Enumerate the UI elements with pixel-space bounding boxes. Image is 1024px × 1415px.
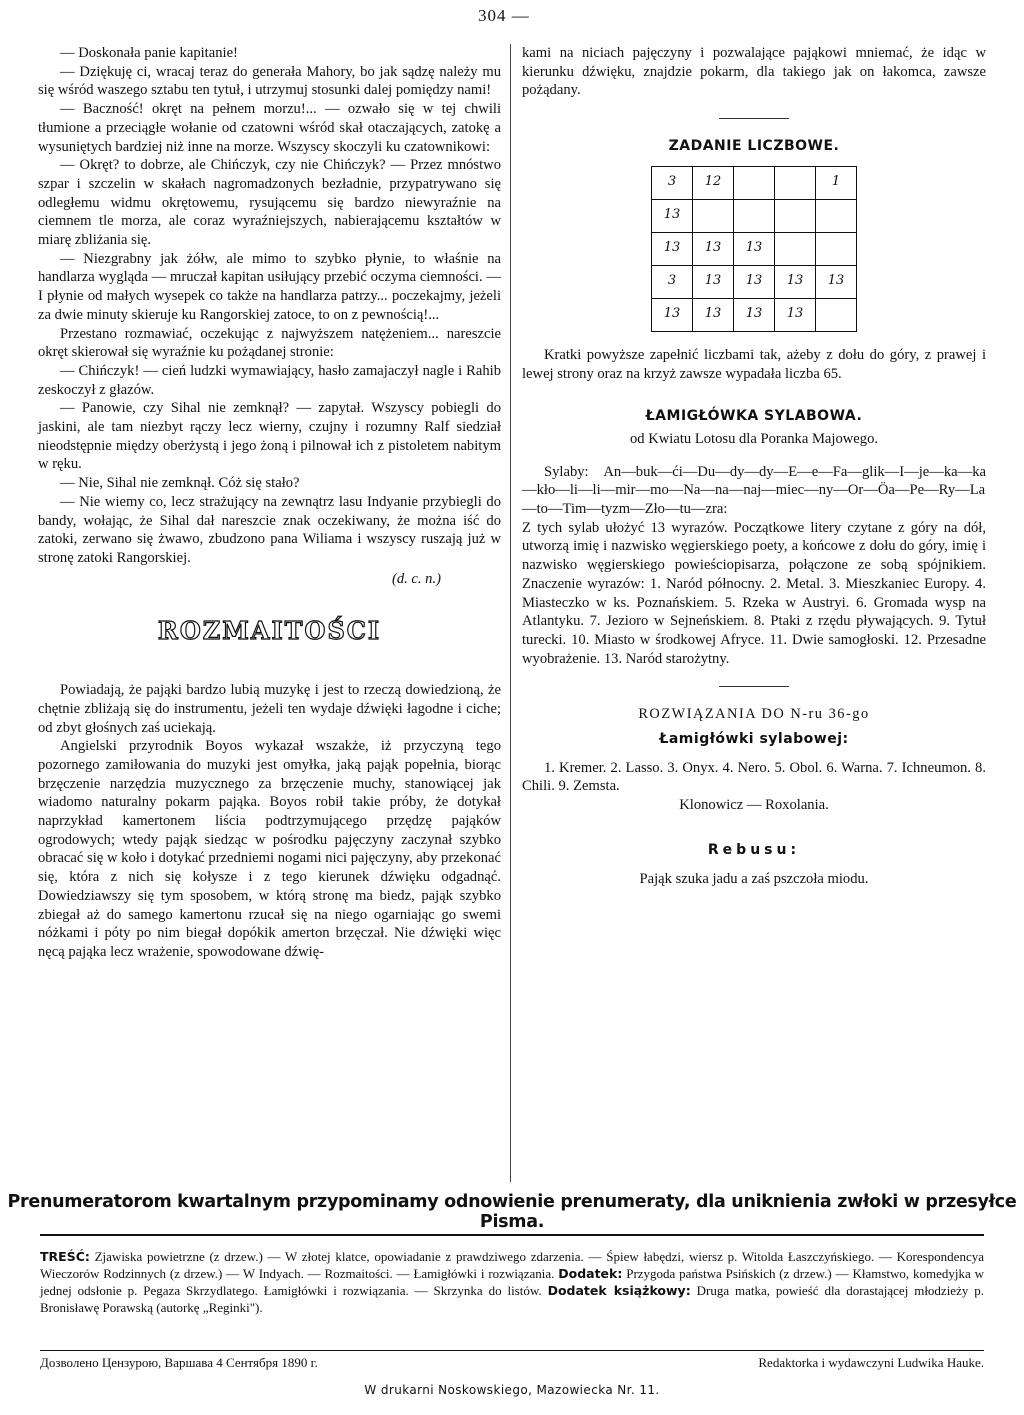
- paragraph: — Panowie, czy Sihal nie zemknął? — zapytał. Wszyscy pobiegli do jaskini, ale tam niezbyt rączy lecz wierny, czujny i rozumny Ralf siedział nieodstępnie między oberżystą i jego żoną i pilnował ich z pistoletem nabitym w ręku.: [38, 400, 501, 473]
- paragraph: Angielski przyrodnik Boyos wykazał wszakże, iż przyczyną tego pozornego zamiłowania do muzyki jest omyłka, jaką pająk popełnia, biorąc brzęczenie narzędzia muzycznego za brzęczenie muchy, stanowiącej jak wiadomo naturalny pokarm pająka. Boyos robił takie próby, że dotykał naprzykład kamertonem liścia podtrzymującego przędzę pająków ogrodowych; wtedy pająk siedząc w pośrodku pajęczyny zaczynał szybko obracać się w koło i dotykać przedniemi nogami nici pajęczyny, aby przekonać się, która z nich się kołysze i z tego kierunek dźwięku odgadnąć. Dowiedziawszy się tym sposobem, w którą stronę ma biedz, pająk szybko zbiegał aż do samego kamertonu rzucał się na niego ogarniając go swemi nóżkami i póty po nim biegał dopókik amerton brzęczał. Nie dźwięki więc nęcą pająka lecz wrażenie, spowodowane dźwię-: [38, 738, 501, 960]
- grid-cell: [734, 166, 775, 199]
- paragraph: Powiadają, że pająki bardzo lubią muzykę i jest to rzeczą dowiedzioną, że chętnie zbliżają się do instrumentu, jeżeli ten wydaje dźwięki łagodne i ciche; od zbyt głośnych zaś uciekają.: [38, 682, 501, 736]
- grid-cell: 13: [693, 265, 734, 298]
- solutions-subtitle: Łamigłówki sylabowej:: [659, 731, 849, 748]
- paragraph: kami na niciach pajęczyny i pozwalające pająkowi mniemać, że idąc w kierunku dźwięku, znajdzie pokarm, dla takiego jak on łakomca, zawsze pożądany.: [522, 45, 986, 99]
- paragraph: — Chińczyk! — cień ludzki wymawiający, hasło zamajaczył nagle i Rahib zeskoczył z głazów.: [38, 362, 501, 398]
- grid-cell: [775, 232, 816, 265]
- grid-cell: 13: [734, 232, 775, 265]
- subscription-banner: Prenumeratorom kwartalnym przypominamy odnowienie prenumeraty, dla uniknienia zwłoki w przesyłce Pisma.: [7, 1192, 1017, 1232]
- grid-cell: 13: [652, 232, 693, 265]
- puzzle-instructions: Kratki powyższe zapełnić liczbami tak, ażeby z dołu do góry, z prawej i lewej strony oraz na krzyż zawsze wypadała liczba 65.: [522, 346, 986, 382]
- grid-cell: [816, 298, 857, 331]
- contents-part: Zjawiska powietrzne (z drzew.) — W złotej klatce, opowiadanie z prawdziwego zdarzenia. — Śpiew łabędzi, wiersz p. Witolda Łaszczyńskiego. — Korespondencya Wieczorów Rodzinnych (z drzew.) — W Indyach. — Rozmaitości. — Łamigłówki i rozwiązania.: [40, 1249, 984, 1281]
- table-of-contents: [40, 1248, 984, 1316]
- paragraph: — Okręt? to dobrze, ale Chińczyk, czy nie Chińczyk? — Przez mnóstwo szpar i szczelin w skałach nagromadzonych bezładnie, przypatrywano się odległemu widmu okrętowemu, rysującemu się bardzo niewyraźnie na ciemnem tle morza, ale coraz wyraźniejszych, nabierającemu kształtów w miarę zbliżania się.: [38, 157, 501, 249]
- left-column: [38, 44, 501, 962]
- paragraph: — Doskonała panie kapitanie!: [60, 45, 238, 61]
- contents-part: Druga matka, powieść dla dorastającej młodzieży p. Bronisławę Porawską (autorkę „Reginki").: [40, 1283, 985, 1315]
- solutions-text: 1. Kremer. 2. Lasso. 3. Onyx. 4. Nero. 5. Obol. 6. Warna. 7. Ichneumon. 8. Chili. 9. Zemsta.: [522, 759, 986, 795]
- printer-note: W drukarni Noskowskiego, Mazowiecka Nr. 11.: [364, 1383, 660, 1397]
- paragraph: — Niezgrabny jak żółw, ale mimo to szybko płynie, to właśnie na handlarza wygląda — mruczał kapitan usiłujący przebić oczyma ciemności. — I płynie od małych wysepek co także na handlarza patrzy... poczekajmy, jeżeli za dwie minuty skieruje ku Rangorskiej zatoce, to on z pewnością!...: [38, 250, 501, 323]
- grid-cell: 13: [734, 265, 775, 298]
- grid-cell: [734, 199, 775, 232]
- grid-row: [652, 232, 857, 265]
- grid-cell: 13: [652, 298, 693, 331]
- number-grid: [651, 166, 857, 332]
- continuation-note: (d. c. n.): [391, 570, 441, 587]
- grid-cell: [816, 232, 857, 265]
- solutions-names: Klonowicz — Roxolania.: [679, 797, 829, 814]
- grid-cell: 3: [652, 166, 693, 199]
- paragraph: — Dziękuję ci, wracaj teraz do generała Mahory, bo jak sądzę należy mu się wśród waszego sztabu ten tytuł, i utrzymuj stosunki dalej pomiędzy nami!: [38, 63, 501, 99]
- editor-note: Redaktorka i wydawczyni Ludwika Hauke.: [758, 1355, 984, 1370]
- grid-cell: [775, 166, 816, 199]
- banner-rule: [40, 1234, 984, 1236]
- grid-cell: 13: [693, 298, 734, 331]
- censor-note: Дозволено Цензурою, Варшава 4 Сентября 1890 г.: [40, 1355, 318, 1370]
- column-divider: [510, 44, 511, 1182]
- rebus-title: Rebusu:: [707, 841, 801, 858]
- paragraph: — Nie wiemy co, lecz strażujący na zewnątrz lasu Indyanie przybiegli do bandy, wołając, że Sihal dał nareszcie znak oczekiwany, że można iść do zatoki, zerwano się żwawo, zbudzono pana Wiliama i wszyscy ruszają już w stronę zatoki Rangorskiej.: [38, 493, 501, 566]
- paragraph: — Nie, Sihal nie zemknął. Cóż się stało?: [60, 475, 300, 492]
- grid-row: [652, 166, 857, 199]
- grid-cell: [775, 199, 816, 232]
- paragraph: Przestano rozmawiać, oczekując z najwyższem natężeniem... nareszcie okręt skierował się wyraźnie ku pożądanej stronie:: [38, 325, 501, 361]
- imprint: [40, 1355, 984, 1371]
- separator: [719, 118, 789, 119]
- grid-cell: 3: [652, 265, 693, 298]
- grid-cell: [693, 199, 734, 232]
- syllable-task: Z tych sylab ułożyć 13 wyrazów. Początkowe litery czytane z góry na dół, utworzą imię i nazwisko węgierskiego poety, a końcowe z dołu do góry, imię i nazwisko węgierskiego powieściopisarza, połączone ze sobą spójnikiem. Znaczenie wyrazów: 1. Naród północny. 2. Metal. 3. Mieszkaniec Europy. 4. Miasteczko w ks. Poznańskiem. 5. Rzeka w Austryi. 6. Gromada wysp na Atlantyku. 7. Jezioro w Sejneńskiem. 8. Ptaki z rzędu pływających. 9. Tytuł turecki. 10. Miasto w środkowej Afryce. 11. Dwie samogłoski. 12. Przesadne wyobrażenie. 13. Naród starożytny.: [522, 519, 986, 667]
- right-column: [522, 44, 986, 888]
- imprint-rule: [40, 1350, 984, 1351]
- syllable-puzzle-title: ŁAMIGŁÓWKA SYLABOWA.: [645, 408, 863, 425]
- dodatek-label: Dodatek:: [558, 1266, 623, 1281]
- solutions-title: ROZWIĄZANIA DO N-ru 36-go: [638, 706, 870, 723]
- grid-cell: 13: [652, 199, 693, 232]
- number-grid-wrap: [522, 166, 986, 332]
- section-title-rozmaitosci: ROZMAITOŚCI: [157, 616, 382, 646]
- grid-cell: 13: [775, 298, 816, 331]
- grid-cell: 13: [734, 298, 775, 331]
- syllable-list: Sylaby: An—buk—ći—Du—dy—dy—E—e—Fa—glik—I—je—ka—ka—kło—li—li—mir—mo—Na—na—naj—miec—ny—Or—Öa—Pe—Ry—La—to—Tim—tyzm—Zło—tu—zra:: [522, 463, 986, 518]
- page-number: 304 —: [478, 6, 530, 25]
- rebus-answer: Pająk szuka jadu a zaś pszczoła miodu.: [639, 870, 869, 887]
- syllable-puzzle-subtitle: od Kwiatu Lotosu dla Poranka Majowego.: [629, 430, 879, 447]
- grid-cell: 12: [693, 166, 734, 199]
- grid-cell: [816, 199, 857, 232]
- puzzle-title: ZADANIE LICZBOWE.: [668, 138, 840, 155]
- grid-row: [652, 265, 857, 298]
- dodatek-ksiazkowy-label: Dodatek książkowy:: [547, 1283, 691, 1298]
- separator: [719, 686, 789, 687]
- grid-cell: 13: [693, 232, 734, 265]
- grid-cell: 1: [816, 166, 857, 199]
- grid-row: [652, 199, 857, 232]
- grid-cell: 13: [816, 265, 857, 298]
- grid-row: [652, 298, 857, 331]
- grid-cell: 13: [775, 265, 816, 298]
- paragraph: — Baczność! okręt na pełnem morzu!... — ozwało się w tej chwili tłumione a przeciągłe wołanie od czatowni wśród skał otaczających, zatokę a wysuniętych bardziej niż inne na morze. Wszyscy skoczyli ku czatownikowi:: [38, 101, 501, 155]
- contents-label: TREŚĆ:: [40, 1249, 90, 1264]
- contents-part: Przygoda państwa Psińskich (z drzew.) — Kłamstwo, komedyjka w jednej odsłonie p. Pegaza Skrzydlatego. Łamigłówki i rozwiązania. — Skrzynka do listów.: [40, 1266, 984, 1298]
